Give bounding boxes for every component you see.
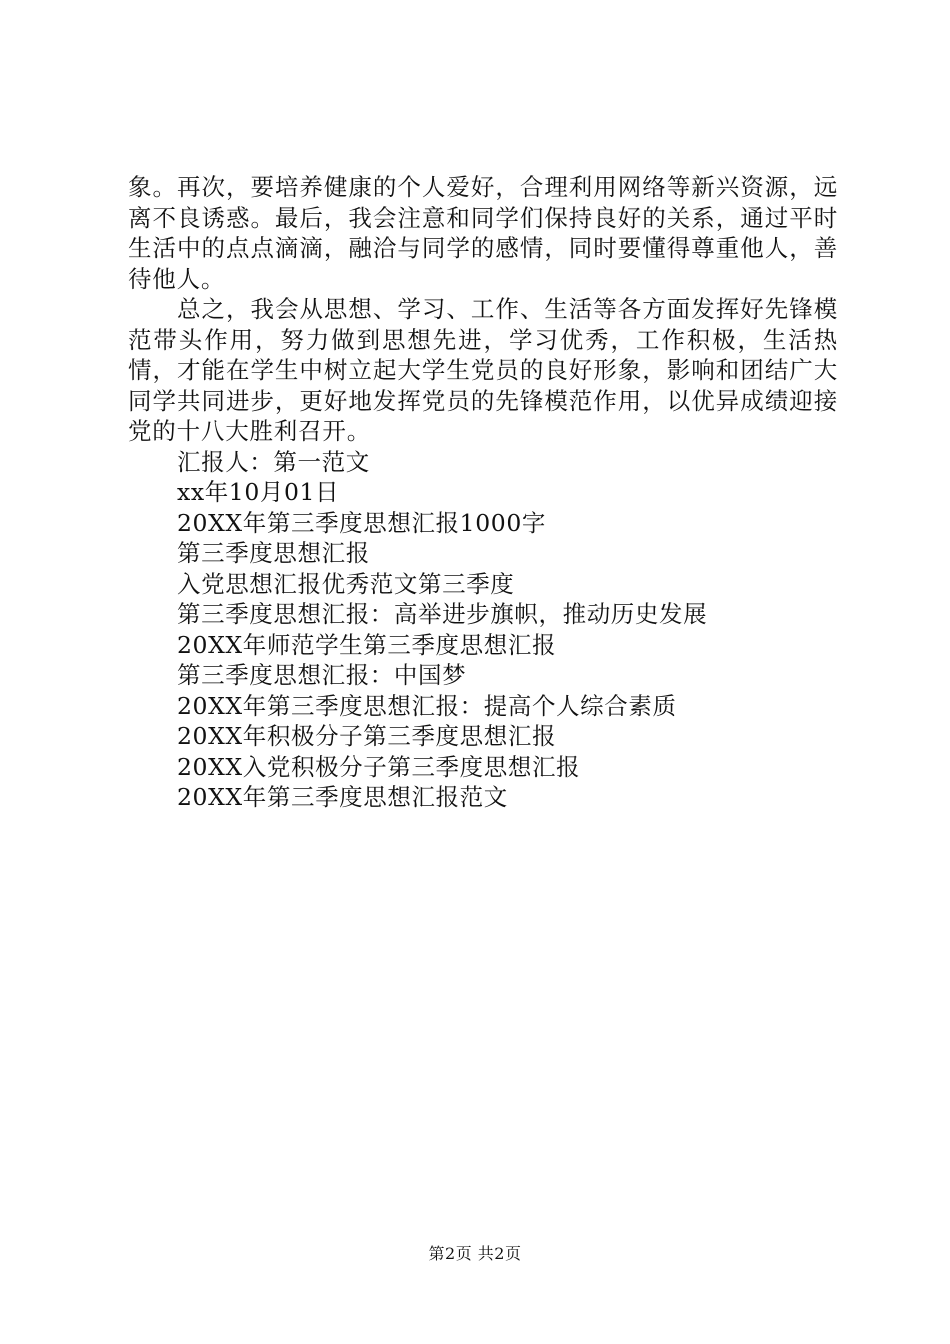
related-title: 第三季度思想汇报：高举进步旗帜，推动历史发展 bbox=[177, 600, 708, 628]
related-title: 20XX年第三季度思想汇报范文 bbox=[177, 783, 508, 811]
document-body bbox=[128, 172, 838, 813]
page-number: 第2页 共2页 bbox=[428, 1244, 522, 1263]
related-title: 入党思想汇报优秀范文第三季度 bbox=[177, 569, 515, 598]
related-title: 第三季度思想汇报 bbox=[177, 539, 370, 567]
paragraph-conclusion: 总之，我会从思想、学习、工作、生活等各方面发挥好先锋模范带头作用，努力做到思想先进，学习优秀，工作积极，生活热情，才能在学生中树立起大学生党员的良好形象，影响和团结广大同学共同进步，更好地发挥党员的先锋模范作用，以优异成绩迎接党的十八大胜利召开。 bbox=[128, 295, 838, 445]
paragraph-continuation: 象。再次，要培养健康的个人爱好，合理利用网络等新兴资源，远离不良诱惑。最后，我会注意和同学们保持良好的关系，通过平时生活中的点点滴滴，融洽与同学的感情，同时要懂得尊重他人，善待他人。 bbox=[128, 173, 838, 293]
related-title: 20XX入党积极分子第三季度思想汇报 bbox=[177, 752, 581, 781]
related-title: 20XX年积极分子第三季度思想汇报 bbox=[177, 722, 557, 750]
related-title: 20XX年第三季度思想汇报：提高个人综合素质 bbox=[177, 691, 677, 720]
related-titles-list bbox=[128, 508, 838, 813]
reporter-line: 汇报人：第一范文 bbox=[177, 447, 370, 476]
related-title: 第三季度思想汇报：中国梦 bbox=[177, 661, 467, 689]
page-footer bbox=[0, 1244, 950, 1264]
date-line: xx年10月01日 bbox=[177, 478, 340, 506]
related-title: 20XX年师范学生第三季度思想汇报 bbox=[177, 630, 557, 659]
signature-block bbox=[128, 447, 838, 508]
related-title: 20XX年第三季度思想汇报1000字 bbox=[177, 508, 546, 537]
